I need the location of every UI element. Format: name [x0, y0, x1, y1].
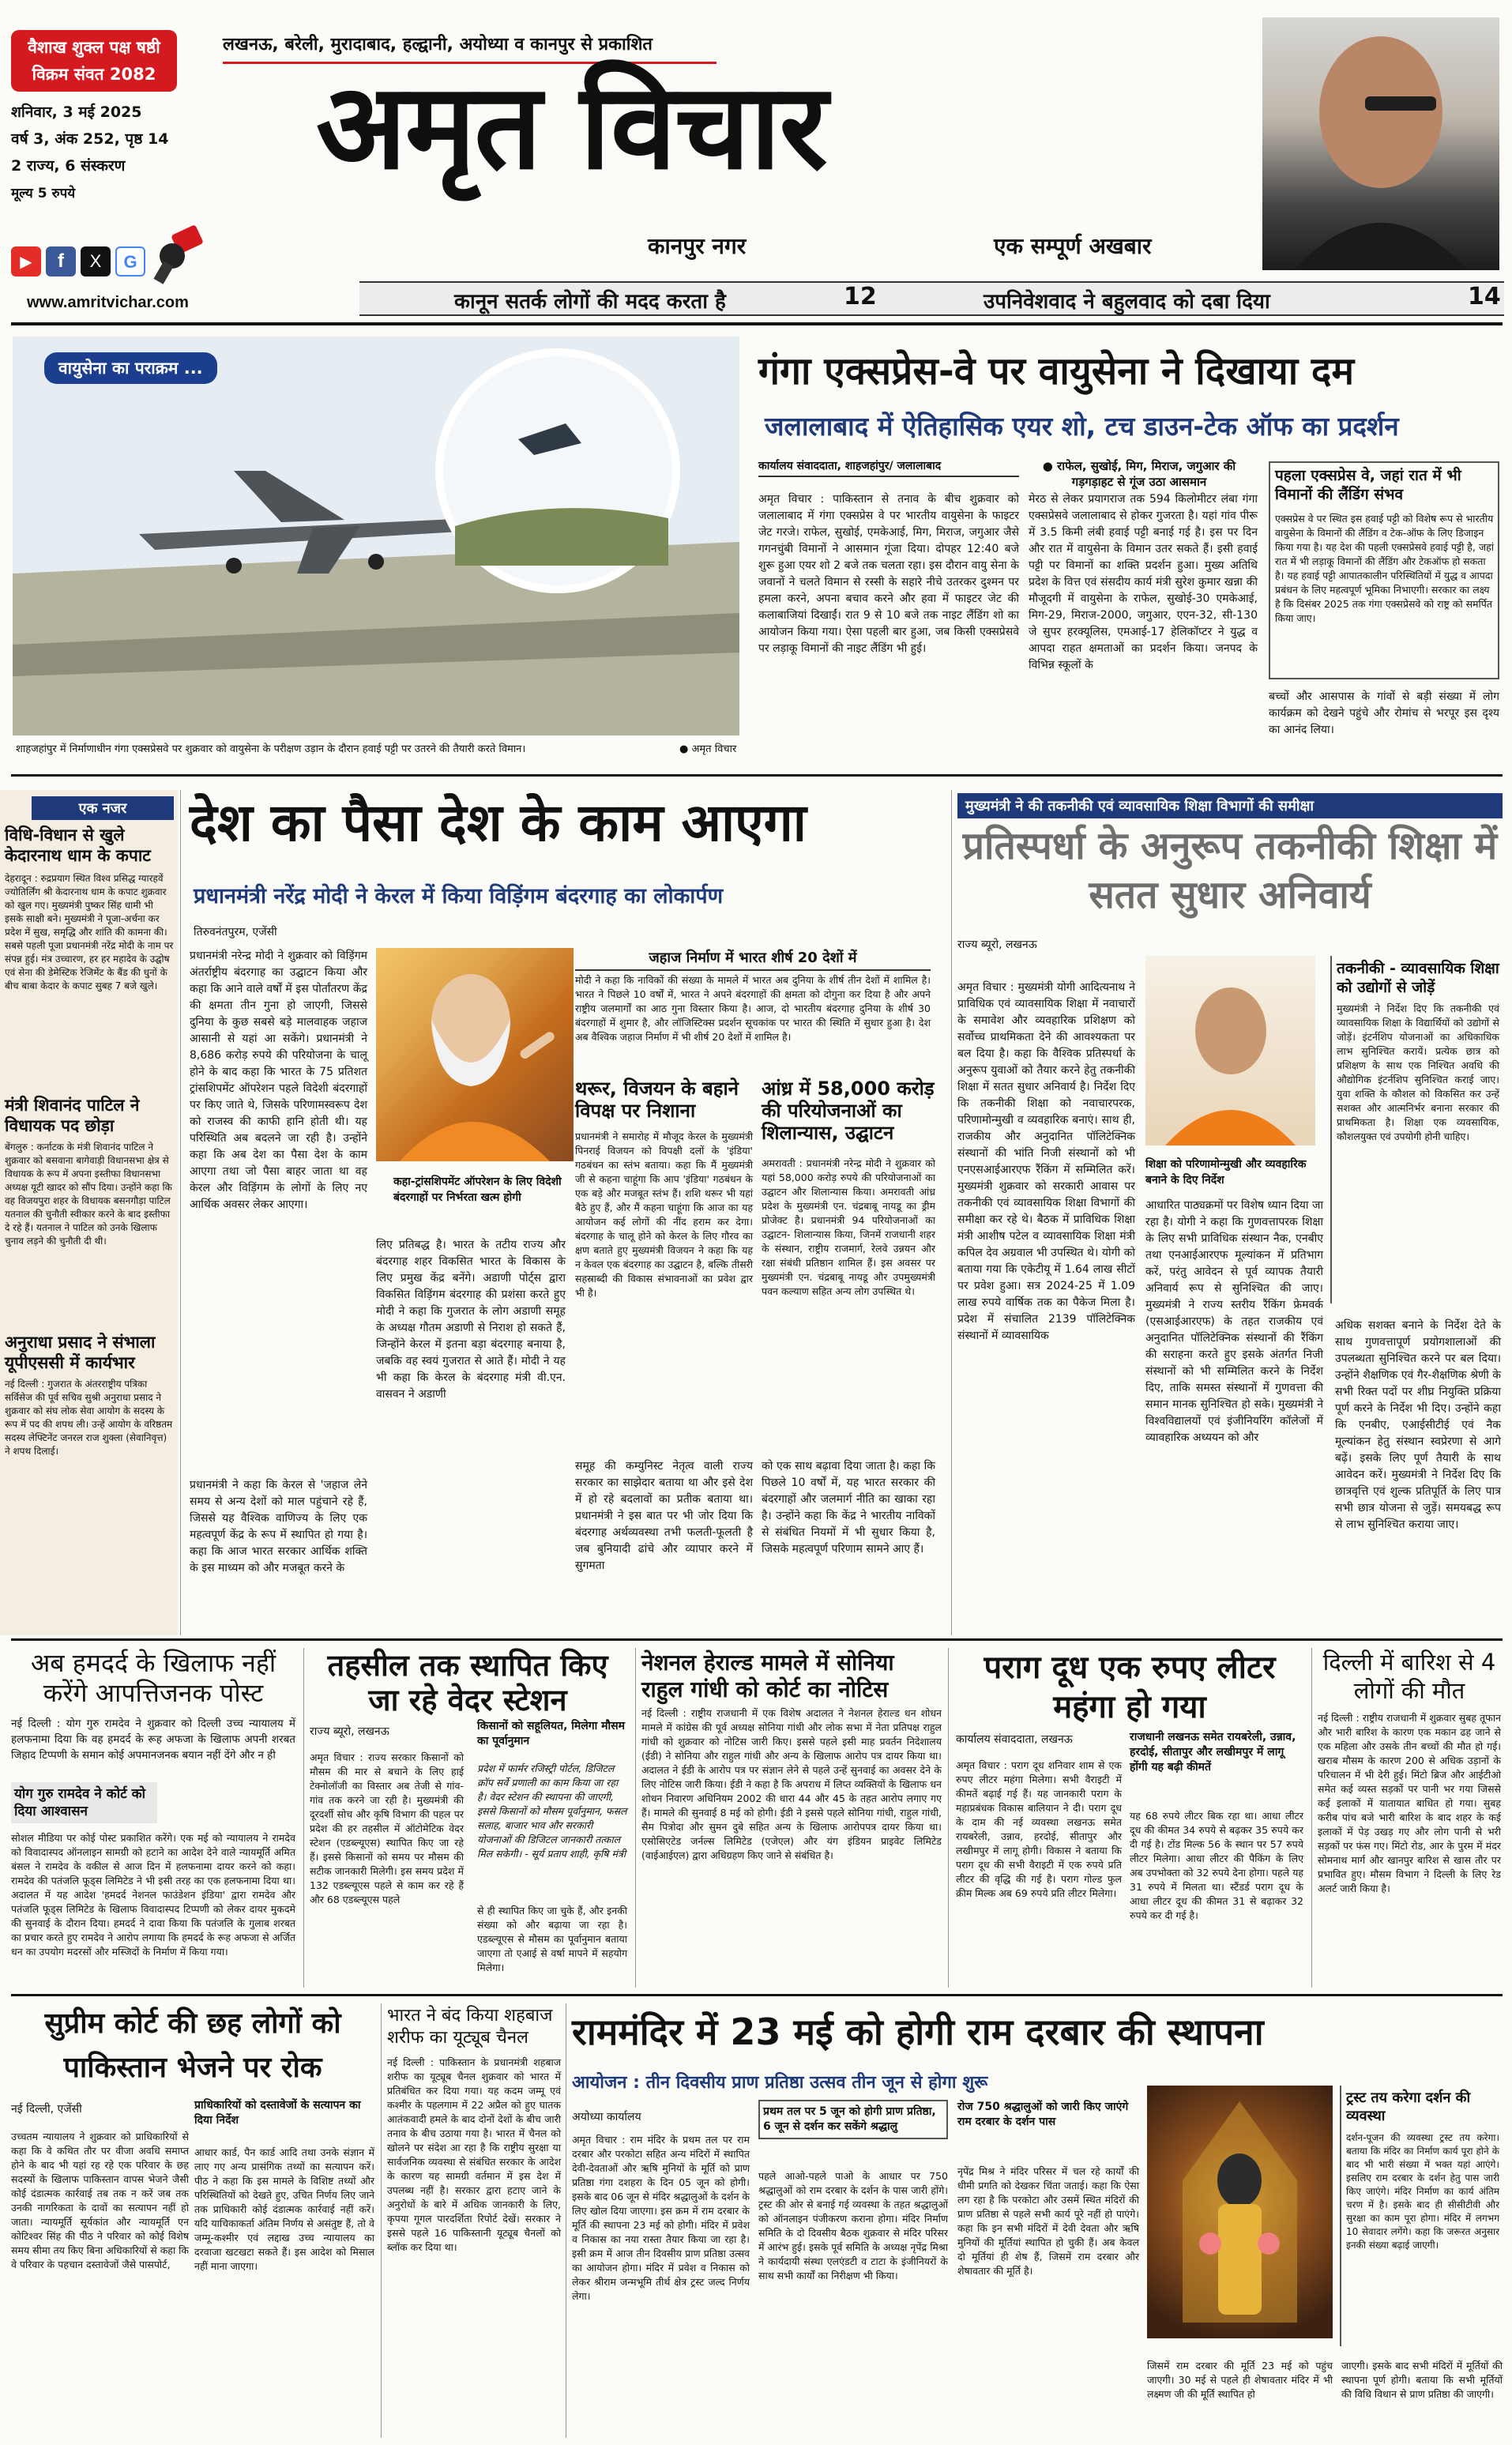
section-rule-2 [11, 1638, 1503, 1641]
google-icon[interactable]: G [115, 246, 145, 276]
date-badge [11, 30, 177, 92]
yogi-photo-caption: शिक्षा को परिणामोन्मुखी और व्यवहारिक बनाने के दिए निर्देश [1145, 1158, 1307, 1187]
story2-sub1-head: थरूर, विजयन के बहाने विपक्ष पर निशाना [575, 1078, 739, 1122]
ek-nazar-item-3-text: नई दिल्ली : गुजरात के अंतरराष्ट्रीय पत्रिका सर्विसेज की पूर्व सचिव सुश्री अनुराधा प्रसाद ने शुक्रवार को संघ लोक सेवा आयोग के सदस्य के रूप में पद की शपथ ली। उन्हें आयोग के वरिष्ठतम सदस्य लेफ्टिनेंट जनरल राज शुक्ला (सेवानिवृत्त) ने शपथ दिलाई। [5, 1379, 173, 1457]
lead-photo-caption: शाहजहांपुर में निर्माणाधीन गंगा एक्सप्रेसवे पर शुक्रवार को वायुसेना के परीक्षण उड़ान के दौरान हवाई पट्टी पर उतरने की तैयारी करते विमान। [16, 743, 526, 755]
story2-col2: लिए प्रतिबद्ध है। भारत के तटीय राज्य और बंदरगाह शहर विकसित भारत के विकास के लिए प्रमुख केंद्र बनेंगे। अडाणी पोर्ट्स द्वारा विकसित विड़िंगम बंदरगाह की प्रशंसा करते हुए मोदी ने कहा कि गुजरात के लोग अडाणी समूह के अध्यक्ष गौतम अडाणी से निराश हो सकते हैं, जिन्होंने केरल में इतना बड़ा बंदरगाह बनाया है, जबकि वह स्वयं गुजरात से आते हैं। मोदी ने यह भी कहा कि केरल के बंदरगाह मंत्री वी.एन. वासवन ने अडाणी [376, 1239, 566, 1401]
ek-nazar-label: एक नजर [32, 796, 174, 820]
weather-text-2: से ही स्थापित किए जा चुके हैं, और इनकी संख्या को और बढ़ाया जा रहा है। एडब्ल्यूएस से मौसम का पूर्वानुमान बताया जाएगा तो एआई से वर्षा मापने में सहयोग मिलेगा। [477, 1905, 627, 1973]
story3-headline[interactable]: प्रतिस्पर्धा के अनुरूप तकनीकी शिक्षा में सतत सुधार अनिवार्य [962, 824, 1498, 917]
weather-text: अमृत विचार : राज्य सरकार किसानों को मौसम की मार से बचाने के लिए हाई टेक्नोलॉजी का विस्तार अब तेजी से गांव-गांव तक करने जा रही है। मुख्यमंत्री की दूरदर्शी सोच और कृषि विभाग की पहल पर प्रदेश की हर तहसील में ऑटोमेटिक वेदर स्टेशन (एडब्ल्यूएस) स्थापित किए जा रहे हैं। इससे किसानों को समय पर मौसम की सटीक जानकारी मिलेगी। इस समय प्रदेश में 132 एडब्ल्यूएस पहले से काम कर रहे हैं और 68 एडब्ल्यूएस पहले [310, 1751, 464, 1905]
story2-sub2-head: आंध्र में 58,000 करोड़ की परियोजनाओं का शिलान्यास, उद्घाटन [762, 1078, 935, 1144]
story3-col2: आधारित पाठ्यक्रमों पर विशेष ध्यान दिया जा रहा है। योगी ने कहा कि गुणवत्तापरक शिक्षा के लिए सभी प्राविधिक संस्थान नैक, एनबीए तथा एनआईआरएफ मूल्यांकन में प्रतिभाग करें, परंतु आवेदन से पूर्व व्यापक तैयारी अनिवार्य रूप से सुनिश्चित की जाए। मुख्यमंत्री ने राज्य स्तरीय रैंकिंग फ्रेमवर्क (एसआईआरएफ) के तहत राजकीय एवं अनुदानित पॉलिटेक्निक संस्थानों की रैंकिंग की सराहना करते हुए इसके अंतर्गत निजी संस्थानों को भी सम्मिलित करने के निर्देश दिए, ताकि समस्त संस्थानों में गुणवत्ता की समान मानक सुनिश्चित हो सके। मुख्यमंत्री ने विश्वविद्यालयों एवं इंजीनियरिंग कॉलेजों में व्यावहारिक अध्ययन को और [1145, 1199, 1324, 1444]
weather-quote: प्रदेश में फार्मर रजिस्ट्री पोर्टल, डिजिटल क्रॉप सर्वे प्रणाली का काम किया जा रहा है। वेदर स्टेशन की स्थापना की जाएगी, इससे किसानों को मौसम पूर्वानुमान, फसल सलाह, बाजार भाव और सरकारी योजनाओं की डिजिटल जानकारी तत्काल मिल सकेगी। - सूर्य प्रताप शाही, कृषि मंत्री [477, 1762, 627, 1860]
weather-byline: राज्य ब्यूरो, लखनऊ [310, 1725, 389, 1738]
story3-col3: अधिक सशक्त बनाने के निर्देश देते के साथ गुणवत्तापूर्ण प्रयोगशालाओं की उपलब्धता सुनिश्चित करने पर बल दिया। उन्होंने शैक्षणिक एवं गैर-शैक्षणिक श्रेणी के सभी रिक्त पदों पर शीघ्र नियुक्ति प्रक्रिया पूर्ण करने के निर्देश भी दिए। उन्होंने कहा कि एनबीए, एआईसीटीई एवं नैक मूल्यांकन हेतु संस्थान स्वप्रेरणा से आगे बढ़ें। इसके लिए पूर्ण तैयारी के साथ आवेदन करें। मुख्यमंत्री ने निर्देश दिए कि छात्रवृत्ति एवं शुल्क प्रतिपूर्ति के लिए पात्र सभी छात्र योजना से जुड़ें। समयबद्ध रूप से लाभ सुनिश्चित कराया जाए। [1335, 1319, 1501, 1531]
ek-nazar-item-2-text: बेंगलुरु : कर्नाटक के मंत्री शिवानंद पाटिल ने शुक्रवार को बसवाना बागेवाड़ी विधानसभा क्षेत्र से विधायक के रूप में अपना इस्तीफा विधानसभा अध्यक्ष यूटी खादर को सौंप दिया। उन्होंने कहा कि वह विजयपुरा शहर के विधायक बसनगौड़ा पाटिल यतनाल की चुनौती स्वीकार करने के बाद इस्तीफा दे रहे हैं। यतनाल ने पाटिल को उनके खिलाफ चुनाव लड़ने की चुनौती दी थी। [5, 1142, 172, 1247]
story2-col1b: प्रधानमंत्री ने कहा कि केरल से 'जहाज लेने समय से अन्य देशों को माल पहुंचाने रहे हैं, जिससे यह वैश्विक वाणिज्य के लिए एक महत्वपूर्ण केंद्र के रूप में स्थापित हो गया है। कहा कि आज भारत सरकार आर्थिक शक्ति के इस माध्यम को और मजबूत करने के [190, 1479, 367, 1574]
modi-photo [376, 948, 574, 1161]
ram-box-2: रोज 750 श्रद्धालुओं को जारी किए जाएंगे राम दरबार के दर्शन पास [957, 2101, 1129, 2128]
yogi-photo [1145, 956, 1315, 1145]
ram-idol-photo [1147, 2086, 1333, 2338]
pak-byline: नई दिल्ली, एजेंसी [11, 2103, 82, 2116]
herald-text: नई दिल्ली : राष्ट्रीय राजधानी में एक विशेष अदालत ने नेशनल हेराल्ड धन शोधन मामले में कांग्रेस की पूर्व अध्यक्ष सोनिया गांधी और लोक सभा में नेता प्रतिपक्ष राहुल गांधी को शुक्रवार को नोटिस जारी किए। इससे पहले इसी माह प्रवर्तन निदेशालय (ईडी) ने सोनिया और राहुल गांधी और अन्य के खिलाफ आरोप पत्र दायर किया था। अदालत ने ईडी के आरोप पत्र पर संज्ञान लेने से पहले उन्हें सुनवाई का अवसर देने के लिए नोटिस जारी किया। ईडी ने कहा है कि अपराध में लिप्त व्यक्तियों के खिलाफ धन शोधन निवारण अधिनियम 2002 की धारा 44 और 45 के तहत आरोप लगाए गए हैं। मामले की सुनवाई 8 मई को होगी। ईडी ने इससे पहले सोनिया गांधी, राहुल गांधी, सैम पित्रोदा और सुमन दुबे सहित अन्य के खिलाफ आरोपपत्र दायर किया था। एसोसिएटेड जर्नल्स लिमिटेड (एजेएल) और यंग इंडियन प्राइवेट लिमिटेड (वाईआईएल) द्वारा अधिग्रहण किए जाने से संबंधित है। [641, 1707, 942, 1861]
ramdev-headline[interactable]: अब हमदर्द के खिलाफ नहीं करेंगे आपत्तिजनक पोस्ट [30, 1648, 276, 1708]
pak-headline[interactable]: सुप्रीम कोर्ट की छह लोगों को पाकिस्तान भेजने पर रोक [44, 2007, 341, 2084]
ram-box-1: प्रथम तल पर 5 जून को होगी प्राण प्रतिष्ठा, 6 जून से दर्शन कर सकेंगे श्रद्धालु [758, 2100, 948, 2139]
lead-sidebar-head: पहला एक्सप्रेस वे, जहां रात में भी विमानों की लैंडिंग संभव [1275, 467, 1461, 503]
ram-sidebar-text: दर्शन-पूजन की व्यवस्था ट्रस्ट तय करेगा। बताया कि मंदिर का निर्माण कार्य पूरा होने के बाद भी भारी संख्या में भक्त यहां आएंगे। इसलिए राम दरबार के दर्शन हेतु पास जारी किए जाएंगे। मंदिर निर्माण का कार्य अंतिम चरण में है। इसके बाद ही सीसीटीवी और सुरक्षा का काम पूरा होगा। मंदिर में लगभग 10 सेवादार लगेंगे। कहा कि जरूरत अनुसार इनकी संख्या बढ़ाई जाएगी। [1346, 2132, 1499, 2251]
ram-text-3: नृपेंद्र मिश्र ने मंदिर परिसर में चल रहे कार्यों की धीमी प्रगति को देखकर चिंता जताई। कहा कि ऐसा लग रहा है कि परकोटा और उसमें स्थित मंदिरों की प्राण प्रतिष्ठा से पहले सभी कार्य पूरे नहीं हो पाएंगे। कहा कि इन सभी मंदिरों में देवी देवता और ऋषि मुनियों की मूर्तियां स्थापित हो चुकी हैं। अब केवल दो मूर्तियां ही शेष हैं, जिसमें राम दरबार और शेषावतार की मूर्ति है। [957, 2165, 1139, 2277]
lead-byline: कार्यालय संवाददाता, शाहजहांपुर/ जलालाबाद [758, 460, 942, 472]
story2-subhead: प्रधानमंत्री नरेंद्र मोदी ने केरल में किया विड़िंगम बंदरगाह का लोकार्पण [194, 884, 724, 908]
ek-nazar-item-2-head[interactable]: मंत्री शिवानंद पाटिल ने विधायक पद छोड़ा [5, 1096, 140, 1135]
modi-photo-caption: कहा-ट्रांसशिपमेंट ऑपरेशन के लिए विदेशी बंदरगाहों पर निर्भरता खत्म होगी [393, 1175, 562, 1204]
story2-col1: प्रधानमंत्री नरेन्द्र मोदी ने शुक्रवार को विड़िंगम अंतर्राष्ट्रीय बंदरगाह का उद्घाटन किया और कहा कि आने वाले वर्षों में इस पोर्तांतरण केंद्र की क्षमता तीन गुना हो जाएगी, जिससे दुनिया के कुछ सबसे बड़े मालवाहक जहाज आसानी से यहां आ सकेंगे। प्रधानमंत्री ने 8,686 करोड़ रुपये की परियोजना के चालू होने के बाद कहा कि भारत के 75 प्रतिशत ट्रांसशिपमेंट ऑपरेशन पहले विदेशी बंदरगाहों पर किए जाते थे, जिसके परिणामस्वरूप देश को राजस्व की काफी हानि होती थी। यह परिस्थिति अब बदलने जा रही है। उन्होंने कहा कि अब देश का पैसा देश के काम आएगा तथा जो पैसा बाहर जाता था वह केरल और विड़िंगम के लोगों के लिए नए आर्थिक अवसर लेकर आएगा। [190, 950, 367, 1211]
column-rule [948, 1648, 949, 1988]
story2-sub1: प्रधानमंत्री ने समारोह में मौजूद केरल के मुख्यमंत्री पिनराई विजयन को विपक्षी दलों के 'इंडिया' गठबंधन का स्तंभ बताया। कहा कि मैं मुख्यमंत्री जी से कहना चाहूंगा कि आप 'इंडिया' गठबंधन के एक बड़े और मजबूत स्तंभ हैं। शशि थरूर भी यहां बैठे हुए हैं, और मैं कहना चाहूंगा कि आज का यह आयोजन कई लोगों की नींद हराम कर देगा। बंदरगाह के चालू होने को केरल के लिए गौरव का क्षण बताते हुए मुख्यमंत्री विजयन ने कहा कि यह न केवल एक बंदरगाह का उद्घाटन है, बल्कि तीसरी सहस्राब्दी की विकास संभावनाओं का प्रवेश द्वार भी है। [575, 1130, 753, 1299]
date-badge-line2: विक्रम संवत 2082 [32, 65, 156, 84]
rain-text: नई दिल्ली : राष्ट्रीय राजधानी में शुक्रवार सुबह तूफान और भारी बारिश के कारण एक मकान ढह जाने से एक महिला और उसके तीन बच्चों की मौत हो गई। खराब मौसम के कारण 200 से अधिक उड़ानों के परिचालन में भी देरी हुई। मिंटो ब्रिज और आईटीओ समेत कई व्यस्त सड़कों पर पानी भर गया जिससे कई इलाकों में यातायात बाधित हो गया। सुबह करीब पांच बजे भारी बारिश के बाद शहर के कई इलाकों में पेड़ उखड़ गए और लोग पानी से भरी सड़कों पर फंस गए। मिंटो रोड, आर के पुरम में मंदर सोमनाथ मार्ग और खानपुर बारिश से खास तौर पर प्रभावित हुए। मौसम विभाग ने दिल्ली के लिए रेड अलर्ट जारी किया है। [1318, 1712, 1501, 1894]
section-rule-3 [11, 1994, 1503, 1996]
tagline: एक सम्पूर्ण अखबार [994, 233, 1152, 259]
teaser-right-page: 14 [1468, 283, 1501, 310]
milk-byline: कार्यालय संवाददाता, लखनऊ [956, 1733, 1073, 1746]
states-editions: 2 राज्य, 6 संस्करण [11, 157, 126, 175]
column-rule [951, 790, 952, 1635]
column-rule [635, 1648, 636, 1988]
ram-sidebar-head: ट्रस्ट तय करेगा दर्शन की व्यवस्था [1346, 2090, 1471, 2124]
story3-sidebar-text: मुख्यमंत्री ने निर्देश दिए कि तकनीकी एवं व्यावसायिक शिक्षा के विद्यार्थियों को उद्योगों से जोड़ें। इंटर्नशिप योजनाओं का अधिकाधिक लाभ सुनिश्चित करायें। प्रत्येक छात्र को प्रशिक्षण के साथ एक निश्चित अवधि की औद्योगिक इंटर्नशिप सुनिश्चित कराई जाए। युवा शक्ति के कौशल को विकसित कर उन्हें सशक्त और आत्मनिर्भर बनाना सरकार की प्राथमिकता है। शिक्षा एक व्यवसायिक, कौशलयुक्त एवं उपयोगी होनी चाहिए। [1337, 1002, 1499, 1142]
milk-text-2: यह 68 रुपये लीटर बिक रहा था। आधा लीटर दूध की कीमत 34 रुपये से बढ़कर 35 रुपये कर दी गई है। टोंड मिल्क 56 के स्थान पर 57 रुपये लीटर मिलेगा। आधा लीटर की पैकिंग के लिए अब उपभोक्ता को 32 रुपये देना होगा। पहले यह 31 रुपये में मिलता था। स्टैंडर्ड पराग दूध के आधा लीटर दूध की कीमत 31 से बढ़ाकर 32 रुपये कर दी गई है। [1130, 1810, 1303, 1921]
lead-rule [758, 476, 1019, 477]
teaser-left[interactable]: कानून सतर्क लोगों की मदद करता है [454, 290, 726, 314]
ram-text: अमृत विचार : राम मंदिर के प्रथम तल पर राम दरबार और परकोटा सहित अन्य मंदिरों में स्थापित देवी-देवताओं और ऋषि मुनियों के मूर्ति को प्राण प्रतिष्ठा गंगा दशहरा के दिन 05 जून को होगी। इसके बाद 06 जून से मंदिर श्रद्धालुओं के दर्शन के लिए खोल दिया जाएगा। इस क्रम में राम दरबार के मूर्ति की स्थापना 23 मई को होगी। मंदिर में प्रवेश व निकास का नया रास्ता तैयार किया जा रहा है। इसी क्रम में आज तीन दिवसीय प्राण प्रतिष्ठा उत्सव का आयोजन होगा। मंदिर में प्रवेश व निकास को लेकर श्रीराम जन्मभूमि तीर्थ क्षेत्र ट्रस्ट जल्द निर्णय लेगा। [572, 2134, 750, 2302]
milk-headline[interactable]: पराग दूध एक रुपए लीटर महंगा हो गया [984, 1649, 1276, 1725]
editions-line: लखनऊ, बरेली, मुरादाबाद, हल्द्वानी, अयोध्या व कानपुर से प्रकाशित [223, 35, 653, 55]
column-rule [180, 790, 181, 1635]
lead-col2: मेरठ से लेकर प्रयागराज तक 594 किलोमीटर लंबा गंगा एक्सप्रेसवे जलालाबाद से होकर गुजरता है। यहां गांव पीरू में 3.5 किमी लंबी हवाई पट्टी बनाई गई है। इस पर दिन और रात में वायुसेना के विमान उतर सकते हैं। इसी हवाई पट्टी पर विमानों का शक्ति प्रदर्शन हुआ। मुख्य अतिथि प्रदेश के वित्त एवं संसदीय कार्य मंत्री सुरेश कुमार खन्ना की मौजूदगी में वायुसेना के राफेल, सुखोई-30 एमकेआई, मिग-29, मिराज-2000, जगुआर, एएन-32, सी-130 जे सुपर हरक्यूलिस, एमआई-17 हेलिकॉप्टर ने युद्ध व आपदा राहत क्षमताओं का प्रदर्शन किया। जनपद के विभिन्न स्कूलों के [1029, 493, 1258, 671]
youtube-icon[interactable]: ▶ [11, 246, 41, 276]
ek-nazar-item-1-text: देहरादून : रुद्रप्रयाग स्थित विश्व प्रसिद्ध ग्यारहवें ज्योतिर्लिंग श्री केदारनाथ धाम के कपाट शुक्रवार को खुल गए। मुख्यमंत्री पुष्कर सिंह धामी भी इसके साक्षी बने। मुख्यमंत्री ने पूजा-अर्चना कर प्रदेश में सुख, समृद्धि और शांति की कामना की। सबसे पहली पूजा प्रधानमंत्री नरेंद्र मोदी के नाम पर संपन्न हुई। मंत्र उच्चारण, हर हर महादेव के उद्घोष एवं सेना की डेमेस्टिक रेजिमेंट के बैंड की धुनों के बीच बाबा केदार के कपाट सुबह 7 बजे खुले। [5, 873, 174, 991]
story2-sub2: अमरावती : प्रधानमंत्री नरेन्द्र मोदी ने शुक्रवार को यहां 58,000 करोड़ रुपये की परियोजनाओं का उद्घाटन और शिलान्यास किया। अमरावती आंध्र प्रदेश के मुख्यमंत्री एन. चंद्रबाबू नायडू का ड्रीम प्रोजेक्ट है। प्रधानमंत्री 94 परियोजनाओं का उद्घाटन- शिलान्यास किया, जिनमें राजधानी शहर के संस्थान, राष्ट्रीय राजमार्ग, रेलवे उन्नयन और रक्षा संबंधी प्रतिष्ठान शामिल हैं। इस अवसर पर मुख्यमंत्री एन. चंद्रबाबू नायडू और उपमुख्यमंत्री पवन कल्याण सहित अन्य लोग उपस्थित थे। [762, 1157, 935, 1297]
lead-photo-credit: ● अमृत विचार [679, 743, 737, 755]
price: मूल्य 5 रुपये [11, 186, 76, 201]
section-rule-1 [11, 774, 1503, 777]
ramdev-box: योग गुरु रामदेव ने कोर्ट को दिया आश्वासन [11, 1782, 157, 1823]
milk-text: अमृत विचार : पराग दूध शनिवार शाम से एक रुपए लीटर महंगा मिलेगा। सभी वैराइटी में कीमतें बढ़ाई गई हैं। यह जानकारी पराग के महाप्रबंधक विकास बालियान ने दी। पराग दूध के दाम की नई व्यवस्था लखनऊ समेत रायबरेली, उन्नाव, हरदोई, सीतापुर और लखीमपुर में लागू होगी। विकास ने बताया कि पराग दूध की सभी वैराइटी में एक रुपये प्रति लीटर की वृद्धि की गई है। पराग गोल्ड फुल क्रीम मिल्क अब 69 रुपये प्रति लीटर मिलेगा। [956, 1759, 1122, 1899]
ram-text-2: पहले आओ-पहले पाओ के आधार पर 750 श्रद्धालुओं को राम दरबार के दर्शन के पास जारी होंगे। ट्रस्ट की ओर से बनाई गई व्यवस्था के तहत श्रद्धालुओं को ऑनलाइन पंजीकरण कराना होगा। मंदिर निर्माण समिति के दो दिवसीय बैठक शुक्रवार से मंदिर परिसर में आरंभ हुई। इसके पूर्व समिति के अध्यक्ष नृपेंद्र मिश्रा ने कार्यदायी संस्था एलएंडटी व टाटा के इंजीनियरों के साथ सभी कार्यों का निरीक्षण भी किया। [758, 2170, 948, 2281]
newspaper-title: अमृत विचार [316, 57, 826, 196]
story2-byline: तिरुवनंतपुरम, एजेंसी [194, 926, 277, 939]
microphone-logo [150, 213, 221, 284]
column-rule [303, 1648, 304, 1988]
date-badge-line1: वैशाख शुक्ल पक्ष षष्ठी [28, 38, 160, 57]
yt-text: नई दिल्ली : पाकिस्तान के प्रधानमंत्री शहबाज शरीफ का यूट्यूब चैनल शुक्रवार को भारत में प्रतिबंधित कर दिया गया। यह कदम जम्मू एवं कश्मीर के पहलगाम में 22 अप्रैल को हुए घातक आतंकवादी हमले के बाद दोनों देशों के बीच जारी तनाव के बीच उठाया गया है। भारत में चैनल को खोलने पर संदेश आ रहा है कि राष्ट्रीय सुरक्षा या सार्वजनिक व्यवस्था से संबंधित सरकार के आदेश के कारण यह सामग्री वर्तमान में इस देश में उपलब्ध नहीं है। सरकार द्वारा हटाए जाने के अनुरोधों के बारे में अधिक जानकारी के लिए, कृपया गूगल पारदर्शिता रिपोर्ट देखें। सरकार ने इससे पहले 16 पाकिस्तानी यूट्यूब चैनलों को ब्लॉक कर दिया था। [387, 2056, 561, 2253]
shipbuilding-box-head: जहाज निर्माण में भारत शीर्ष 20 देशों में [575, 948, 931, 971]
yt-headline[interactable]: भारत ने बंद किया शहबाज शरीफ का यूट्यूब चैनल [387, 2006, 553, 2048]
story3-col1: अमृत विचार : मुख्यमंत्री योगी आदित्यनाथ ने प्राविधिक एवं व्यावसायिक शिक्षा में नवाचारों के समावेश और व्यवहारिक प्रशिक्षण को सर्वोच्च प्राथमिकता देने की आवश्यकता पर बल दिया है। कहा कि वैश्विक प्रतिस्पर्धा के अनुरूप युवाओं को तैयार करने हेतु तकनीकी शिक्षा में सतत सुधार अनिवार्य है। निर्देश दिए कि तकनीकी शिक्षा को नवाचारपरक, परिणामोन्मुखी व व्यवहारिक बनाएं। साथ ही, राजकीय और अनुदानित पॉलिटेक्निक संस्थानों की भांति निजी संस्थानों को भी एनएसआईआरएफ रैंकिंग में सम्मिलित करें। मुख्यमंत्री शुक्रवार को सरकारी आवास पर तकनीकी एवं व्यावसायिक शिक्षा विभागों की समीक्षा कर रहे थे। बैठक में प्राविधिक शिक्षा मंत्री आशीष पटेल व व्यावसायिक शिक्षा मंत्री कपिल देव अग्रवाल भी उपस्थित थे। योगी को बताया गया कि एकेटीयू में 1.64 लाख सीटों पर प्रवेश हुआ। सत्र 2024-25 में 1.09 लाख रुपये वार्षिक तक का पैकेज मिला है। प्रदेश में संचालित 2139 पॉलिटेक्निक संस्थानों में व्यावसायिक [957, 981, 1135, 1342]
day-date: शनिवार, 3 मई 2025 [11, 103, 142, 121]
ram-headline[interactable]: राममंदिर में 23 मई को होगी राम दरबार की स्थापना [572, 2011, 1264, 2053]
issue-number: वर्ष 3, अंक 252, पृष्ठ 14 [11, 130, 169, 148]
lead-photo-tag: वायुसेना का पराक्रम ... [44, 352, 217, 384]
milk-box: राजधानी लखनऊ समेत रायबरेली, उन्नाव, हरदोई, सीतापुर और लखीमपुर में लागू होंगी यह बढ़ी कीमतें [1130, 1731, 1296, 1774]
story3-sidebar-head: तकनीकी - व्यावसायिक शिक्षा को उद्योगों से जोड़ें [1337, 960, 1499, 996]
pak-text-2: आधार कार्ड, पैन कार्ड आदि तथा उनके संज्ञान में लाए गए अन्य प्रासंगिक तथ्यों का सत्यापन करें। पीठ ने कहा कि इस मामले के विशिष्ट तथ्यों और परिस्थितियों को देखते हुए, उचित निर्णय लिए जाने तक प्राधिकारी कोई दंडात्मक कार्रवाई नहीं करें। यदि याचिकाकर्ता अंतिम निर्णय से असंतुष्ट हैं, तो वे जम्मू-कश्मीर एवं लद्दाख उच्च न्यायालय का दरवाजा खटखटा सकते हैं। इस आदेश को मिसाल नहीं माना जाएगा। [194, 2146, 374, 2272]
ek-nazar-item-1-head[interactable]: विधि-विधान से खुले केदारनाथ धाम के कपाट [5, 826, 151, 865]
lead-headline[interactable]: गंगा एक्सप्रेस-वे पर वायुसेना ने दिखाया दम [758, 349, 1355, 393]
teaser-right[interactable]: उपनिवेशवाद ने बहुलवाद को दबा दिया [984, 290, 1270, 314]
story2-col3: समूह की कम्युनिस्ट नेतृत्व वाली राज्य सरकार का साझेदार बताया था और इसे देश में हो रहे बदलावों का प्रतीक बताया था। प्रधानमंत्री ने इस बात पर भी जोर दिया कि बंदरगाह अर्थव्यवस्था तभी फलती-फूलती है जब बुनियादी ढांचे और व्यापार करने में सुगमता [575, 1460, 753, 1572]
social-icons [11, 246, 145, 280]
masthead-rule [11, 322, 1503, 325]
ramdev-lead: नई दिल्ली : योग गुरु रामदेव ने शुक्रवार को दिल्ली उच्च न्यायालय में हलफनामा दिया कि वह हमदर्द के रूह अफजा के खिलाफ अपनी शरबत जिहाद टिप्पणी के समान कोई अपमानजनक बयान नहीं देंगे और न ही [11, 1717, 295, 1762]
portrait-photo [1262, 17, 1499, 270]
lead-col1: अमृत विचार : पाकिस्तान से तनाव के बीच शुक्रवार को जलालाबाद में गंगा एक्सप्रेस वे पर भारतीय वायुसेना के फाइटर जेट गरजे। राफेल, सुखोई, एमकेआई, मिग, मिराज, जगुआर जैसे गगनचुंबी विमानों ने आसमान गूंजा दिया। दोपहर 12:40 बजे शुरू हुआ एयर शो 2 बजे तक चलता रहा। इस दौरान वायु सेना के जवानों ने चलते विमान से रस्सी के सहारे नीचे उतरकर दुश्मन पर हमला करने, अपना बचाव करने और हवा में फाइटर जेट की कलाबाजियां दिखाईं। रात 9 से 10 बजे तक नाइट लैंडिंग शो का आयोजन किया गया। ऐसा पहली बार हुआ, जब किसी एक्सप्रेसवे पर लड़ाकू विमानों की नाइट लैंडिंग भी हुई। [758, 493, 1019, 655]
ram-tail: जिसमें राम दरबार की मूर्ति 23 मई को पहुंच जाएगी। 30 मई से पहले ही शेषावतार मंदिर में भी लक्ष्मण जी की मूर्ति स्थापित हो [1147, 2360, 1333, 2400]
website-url[interactable]: www.amritvichar.com [27, 294, 189, 311]
lead-sidebar-text: एक्सप्रेस वे पर स्थित इस हवाई पट्टी को विशेष रूप से भारतीय वायुसेना के विमानों की लैंडिंग व टेक-ऑफ के लिए डिजाइन किया गया है। यह देश की पहली एक्सप्रेसवे हवाई पट्टी है, जहां रात में भी लड़ाकू विमानों की लैंडिंग और टेकऑफ हो सकता है। यह हवाई पट्टी आपातकालीन परिस्थितियों में युद्ध व आपदा प्रबंधन के लिए महत्वपूर्ण भूमिका निभाएगी। सरकार का लक्ष्य है कि दिसंबर 2025 तक गंगा एक्सप्रेसवे को राष्ट्र को समर्पित किया जाए। [1275, 513, 1495, 624]
shipbuilding-box-text: मोदी ने कहा कि नाविकों की संख्या के मामले में भारत अब दुनिया के शीर्ष तीन देशों में शामिल है। भारत ने पिछले 10 वर्षों में, भारत ने अपने बंदरगाहों की क्षमता को दोगुना कर दिया है और अपने राष्ट्रीय जलमार्गों का आठ गुना विस्तार किया है। आज, दो भारतीय बंदरगाह दुनिया के शीर्ष 30 बंदरगाहों में शुमार है, और लॉजिस्टिक्स प्रदर्शन सूचकांक पर भारत की स्थिति में सुधार हुआ है। देश अब वैश्विक जहाज निर्माण में भी शीर्ष 20 देशों में शामिल है। [575, 974, 931, 1043]
ram-kicker: आयोजन : तीन दिवसीय प्राण प्रतिष्ठा उत्सव तीन जून से होगा शुरू [572, 2073, 988, 2093]
teaser-left-page: 12 [844, 283, 877, 310]
weather-box: किसानों को सहूलियत, मिलेगा मौसम का पूर्वानुमान [477, 1720, 626, 1747]
ek-nazar-item-3-head[interactable]: अनुराधा प्रसाद ने संभाला यूपीएससी में कार्यभार [5, 1333, 156, 1372]
column-rule [381, 2003, 382, 2438]
story2-headline[interactable]: देश का पैसा देश के काम आएगा [190, 792, 807, 853]
story2-col4: को एक साथ बढ़ावा दिया जाता है। कहा कि पिछले 10 वर्षों में, यह भारत सरकार की बंदरगाहों और जलमार्ग नीति का खाका रहा है। उन्होंने कहा कि केंद्र ने भारतीय नाविकों से संबंधित नियमों में भी सुधार किया है, जिसके महत्वपूर्ण परिणाम सामने आए हैं। [762, 1460, 935, 1555]
facebook-icon[interactable]: f [46, 246, 76, 276]
pak-box: प्राधिकारियों को दस्तावेजों के सत्यापन का दिया निर्देश [194, 2099, 361, 2127]
pak-text: उच्चतम न्यायालय ने शुक्रवार को प्राधिकारियों से कहा कि वे कथित तौर पर वीजा अवधि समाप्त होने के बाद भी यहां रह रहे एक परिवार के छह सदस्यों के खिलाफ पाकिस्तान वापस भेजने जैसी कोई दंडात्मक कार्रवाई तब तक न करें जब तक उनकी नागरिकता के दावों का सत्यापन नहीं हो जाता। न्यायमूर्ति सूर्यकांत और न्यायमूर्ति एन कोटिश्वर सिंह की पीठ ने परिवार को कोई विशेष समय सीमा तय किए बिना अधिकारियों से कहा कि वे परिवार के पहचान दस्तावेजों जैसे पासपोर्ट, [11, 2131, 189, 2270]
rain-headline[interactable]: दिल्ली में बारिश से 4 लोगों की मौत [1322, 1649, 1496, 1704]
story3-kicker: मुख्यमंत्री ने की तकनीकी एवं व्यावसायिक शिक्षा विभागों की समीक्षा [957, 793, 1503, 818]
weather-headline[interactable]: तहसील तक स्थापित किए जा रहे वेदर स्टेशन [327, 1648, 608, 1717]
ramdev-text: सोशल मीडिया पर कोई पोस्ट प्रकाशित करेंगे। एक मई को न्यायालय ने रामदेव को विवादास्पद ऑनलाइन सामग्री को हटाने का आदेश देने वाले न्यायमूर्ति अमित बंसल ने रामदेव के वकील से आज दिन में हलफनामा दायर करने को कहा। रामदेव की पतंजलि फूड्स लिमिटेड ने भी इसी तरह का एक हलफनामा दिया था। अदालत में यह आदेश 'हमदर्द नेशनल फाउंडेशन इंडिया' द्वारा रामदेव और पतंजलि फूड्स लिमिटेड के खिलाफ विवादास्पद टिप्पणी को लेकर दायर मुकदमे की सुनवाई के दौरान दिया। हमदर्द ने दावा किया कि पतंजलि के गुलाब शरबत का प्रचार करते हुए रामदेव ने आरोप लगाया कि हमदर्द के रूह अफजा से अर्जित धन का उपयोग मदरसों और मस्जिदों के निर्माण में किया गया। [11, 1832, 295, 1958]
column-rule [1311, 1648, 1312, 1988]
lead-col2-head: ● राफेल, सुखोई, मिग, मिराज, जगुआर की गड़गड़ाहट से गूंज उठा आसमान [1042, 459, 1236, 489]
city-label: कानपुर नगर [648, 233, 747, 259]
x-icon[interactable]: X [81, 246, 111, 276]
lead-photo [13, 337, 739, 735]
lead-subhead: जलालाबाद में ऐतिहासिक एयर शो, टच डाउन-टेक ऑफ का प्रदर्शन [765, 411, 1399, 442]
ram-tail-2: जाएगी। इसके बाद सभी मंदिरों में मूर्तियों की स्थापना पूर्ण होगी। बताया कि सभी मूर्तियों की विधि विधान से प्राण प्रतिष्ठा की जाएगी। [1341, 2360, 1503, 2400]
herald-headline[interactable]: नेशनल हेराल्ड मामले में सोनिया राहुल गांधी को कोर्ट का नोटिस [641, 1649, 894, 1702]
story3-byline: राज्य ब्यूरो, लखनऊ [957, 939, 1037, 951]
lead-sidebar-tail: बच्चों और आसपास के गांवों से बड़ी संख्या में लोग कार्यक्रम को देखने पहुंचे और रोमांच से भरपूर इस दृश्य का आनंद लिया। [1269, 690, 1499, 736]
ram-byline: अयोध्या कार्यालय [572, 2111, 641, 2123]
